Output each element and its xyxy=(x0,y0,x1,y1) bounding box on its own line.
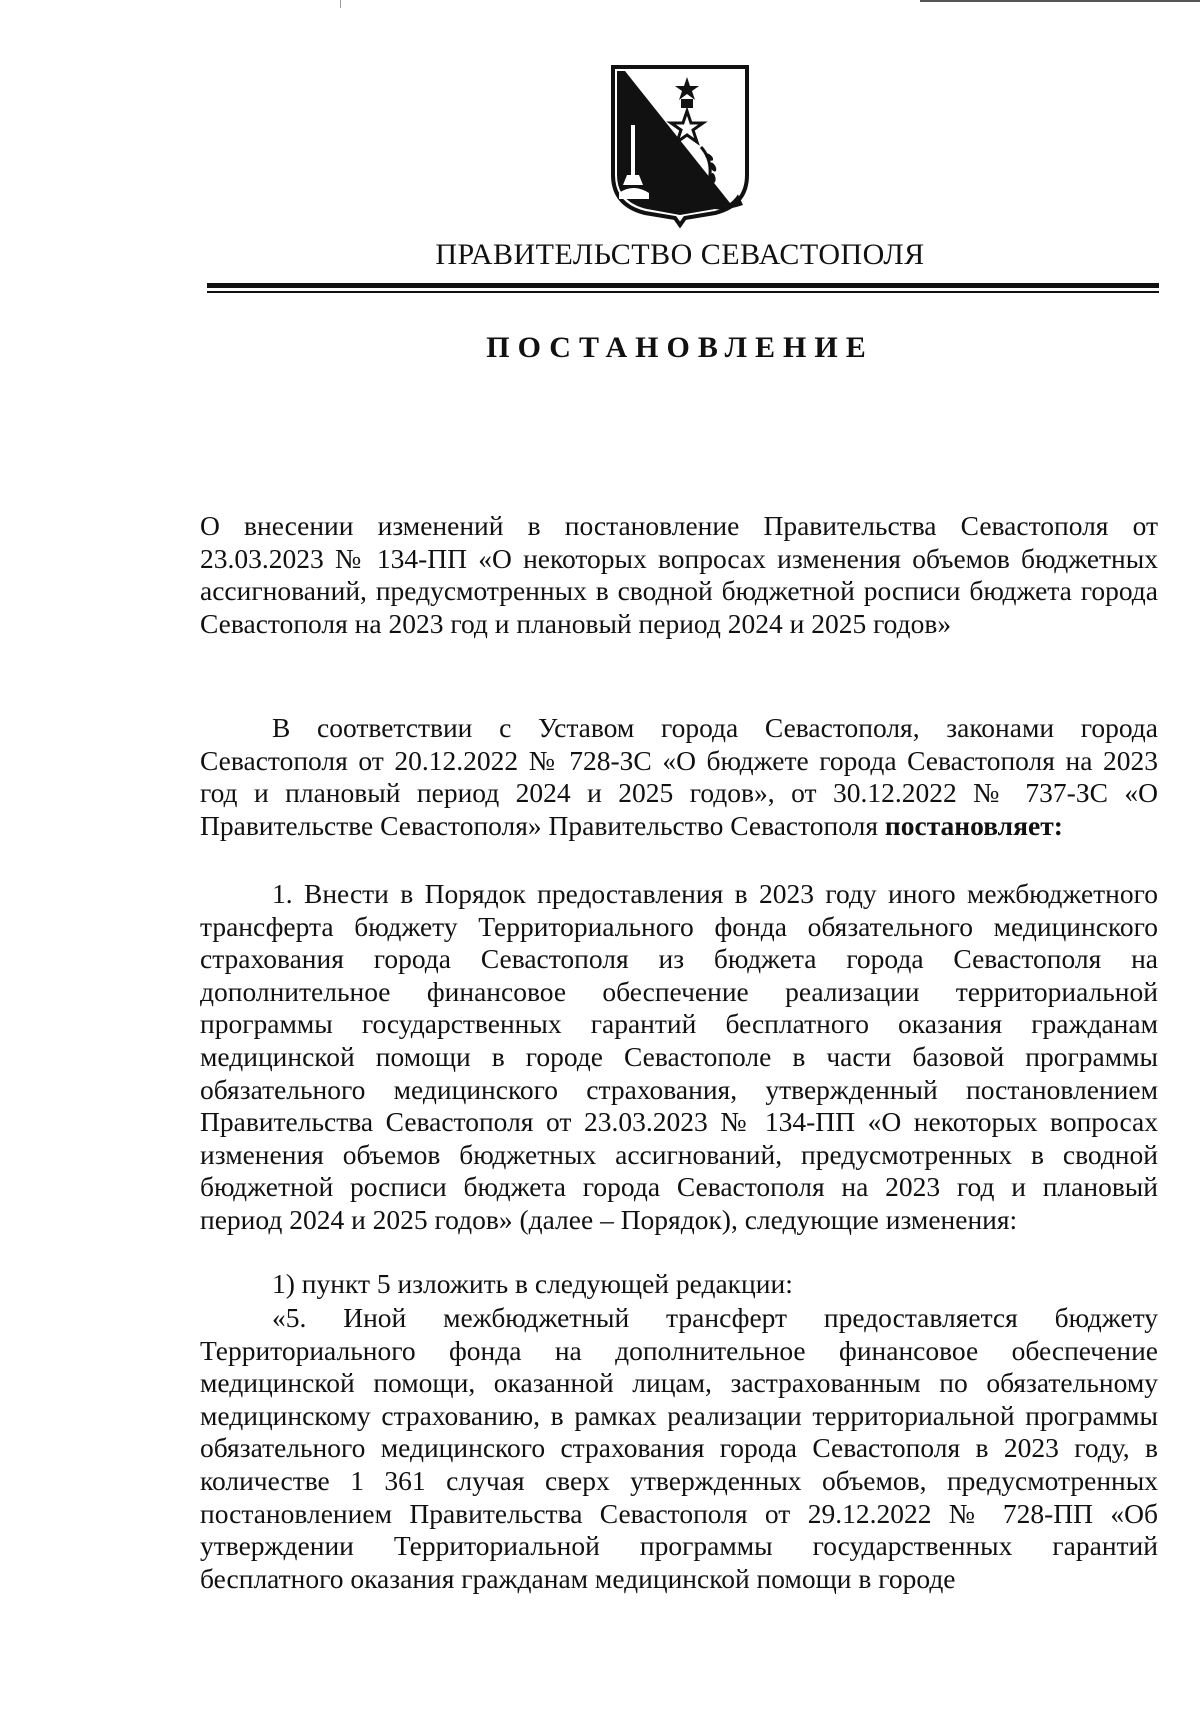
preamble-text xyxy=(200,712,1158,842)
subject-text: О внесении изменений в постановление Правительства Севастополя от 23.03.2023 № 134-ПП «О некоторых вопросах изменения объемов бюджетных ассигнований, предусмотренных в сводной бюджетной росписи бюджета города Севастополя на 2023 год и плановый период 2024 и 2025 годов» xyxy=(200,510,1158,639)
subitem-1-paragraph xyxy=(200,1268,1158,1301)
item-1-paragraph xyxy=(200,878,1158,1237)
document-subject xyxy=(200,510,1158,640)
scan-edge-mark xyxy=(340,0,341,8)
organization-title: ПРАВИТЕЛЬСТВО СЕВАСТОПОЛЯ xyxy=(435,238,925,271)
header-divider xyxy=(207,283,1159,293)
sevastopol-coat-of-arms-icon xyxy=(605,65,755,230)
preamble-body: В соответствии с Уставом города Севастополя, законами города Севастополя от 20.12.2022 № 728-ЗС «О бюджете города Севастополя на 2023 год и плановый период 2024 и 2025 годов», от 30.12.2022 № 737-ЗС «О Правительстве Севастополя» Правительство Севастополя xyxy=(200,712,1158,841)
subitem-1-text: 1) пункт 5 изложить в следующей редакции: xyxy=(272,1268,793,1299)
preamble-paragraph xyxy=(200,712,1158,842)
document-type-heading: ПОСТАНОВЛЕНИЕ xyxy=(486,331,874,364)
quoted-point-5-paragraph xyxy=(200,1302,1158,1595)
quoted-point-5-text: «5. Иной межбюджетный трансферт предоставляется бюджету Территориального фонда на дополнительное финансовое обеспечение медицинской помощи, оказанной лицам, застрахованным по обязательному медицинскому страхованию, в рамках реализации территориальной программы обязательного медицинского страхования города Севастополя в 2023 году, в количестве 1 361 случая сверх утвержденных объемов, предусмотренных постановлением Правительства Севастополя от 29.12.2022 № 728-ПП «Об утверждении Территориальной программы государственных гарантий бесплатного оказания гражданам медицинской помощи в городе xyxy=(200,1302,1158,1594)
scan-edge-line xyxy=(920,0,1200,2)
item-1-text: 1. Внести в Порядок предоставления в 2023 году иного межбюджетного трансферта бюджету Территориального фонда обязательного медицинского страхования города Севастополя из бюджета города Севастополя на дополнительное финансовое обеспечение реализации территориальной программы государственных гарантий бесплатного оказания гражданам медицинской помощи в городе Севастополе в части базовой программы обязательного медицинского страхования, утвержденный постановлением Правительства Севастополя от 23.03.2023 № 134-ПП «О некоторых вопросах изменения объемов бюджетных ассигнований, предусмотренных в сводной бюджетной росписи бюджета города Севастополя на 2023 год и плановый период 2024 и 2025 годов» (далее – Порядок), следующие изменения: xyxy=(200,878,1158,1235)
preamble-keyword: постановляет: xyxy=(884,809,1063,841)
